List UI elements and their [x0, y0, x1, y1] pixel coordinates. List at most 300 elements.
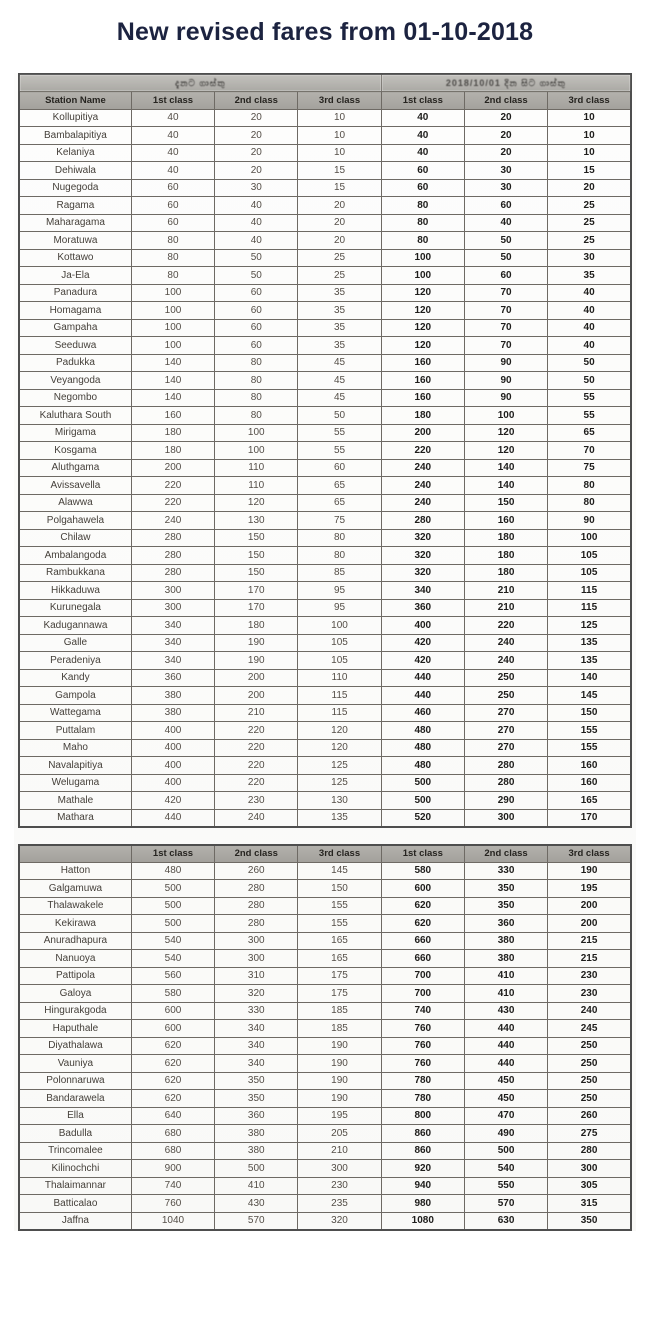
old-fare-cell: 150	[298, 880, 381, 898]
new-fare-cell: 430	[464, 1002, 547, 1020]
old-fare-cell: 540	[131, 950, 214, 968]
old-fare-cell: 380	[131, 704, 214, 722]
new-fare-cell: 150	[548, 704, 631, 722]
new-fare-cell: 270	[464, 704, 547, 722]
table-row	[19, 179, 631, 197]
new-fares-group-header: 2018/10/01 දින සිට ගාස්තු	[381, 74, 631, 92]
new-fare-cell: 120	[464, 424, 547, 442]
old-fare-cell: 240	[131, 512, 214, 530]
old-fare-cell: 480	[131, 862, 214, 880]
old-fare-cell: 570	[215, 1212, 298, 1230]
station-cell: Nanuoya	[19, 950, 131, 968]
old-fare-cell: 10	[298, 144, 381, 162]
new-fare-cell: 210	[464, 582, 547, 600]
station-cell: Padukka	[19, 354, 131, 372]
old-fare-cell: 280	[131, 529, 214, 547]
old-fare-cell: 80	[131, 232, 214, 250]
new-fare-cell: 240	[381, 494, 464, 512]
old-fare-cell: 600	[131, 1002, 214, 1020]
old-fare-cell: 640	[131, 1107, 214, 1125]
new-fare-cell: 40	[381, 109, 464, 127]
station-cell: Badulla	[19, 1125, 131, 1143]
station-cell: Hingurakgoda	[19, 1002, 131, 1020]
station-cell: Kottawo	[19, 249, 131, 267]
old-fare-cell: 50	[215, 249, 298, 267]
table-row	[19, 967, 631, 985]
new-fare-cell: 100	[381, 267, 464, 285]
old-fare-cell: 230	[298, 1177, 381, 1195]
new-fare-cell: 30	[464, 162, 547, 180]
new-fare-cell: 200	[381, 424, 464, 442]
new-fare-cell: 140	[464, 459, 547, 477]
new-fare-cell: 60	[464, 197, 547, 215]
new-fare-cell: 280	[464, 757, 547, 775]
new-fare-cell: 700	[381, 985, 464, 1003]
new-fare-cell: 470	[464, 1107, 547, 1125]
new-fare-cell: 50	[464, 232, 547, 250]
old-fare-cell: 55	[298, 424, 381, 442]
old-fare-cell: 900	[131, 1160, 214, 1178]
old-fare-cell: 45	[298, 389, 381, 407]
old-fare-cell: 100	[131, 284, 214, 302]
old-fare-cell: 140	[131, 372, 214, 390]
new-fare-cell: 40	[381, 144, 464, 162]
old-fare-cell: 500	[131, 897, 214, 915]
new-fare-cell: 350	[464, 880, 547, 898]
old-fare-cell: 220	[131, 494, 214, 512]
new-fare-cell: 60	[381, 162, 464, 180]
old-fare-cell: 220	[215, 739, 298, 757]
new-fare-cell: 380	[464, 932, 547, 950]
station-cell: Diyathalawa	[19, 1037, 131, 1055]
old-fare-cell: 120	[298, 722, 381, 740]
old-fare-cell: 20	[298, 232, 381, 250]
table-row	[19, 197, 631, 215]
new-fare-cell: 440	[381, 669, 464, 687]
station-cell: Hatton	[19, 862, 131, 880]
old-fare-cell: 100	[215, 442, 298, 460]
station-cell: Rambukkana	[19, 564, 131, 582]
new-fare-cell: 860	[381, 1142, 464, 1160]
old-fare-cell: 75	[298, 512, 381, 530]
new-fare-cell: 80	[381, 214, 464, 232]
new-fare-cell: 250	[548, 1037, 631, 1055]
old-fare-cell: 190	[298, 1072, 381, 1090]
old-fare-cell: 60	[215, 319, 298, 337]
table-row	[19, 582, 631, 600]
new-fare-cell: 80	[548, 477, 631, 495]
new-fare-cell: 700	[381, 967, 464, 985]
old-fare-cell: 80	[215, 389, 298, 407]
table-row	[19, 407, 631, 425]
station-cell: Seeduwa	[19, 337, 131, 355]
table-row	[19, 302, 631, 320]
old-fare-cell: 50	[215, 267, 298, 285]
old-fare-cell: 175	[298, 967, 381, 985]
old-fare-cell: 380	[215, 1142, 298, 1160]
new-fare-cell: 70	[464, 337, 547, 355]
old-fare-cell: 210	[215, 704, 298, 722]
new-fare-cell: 245	[548, 1020, 631, 1038]
table-row	[19, 1125, 631, 1143]
old-fare-cell: 560	[131, 967, 214, 985]
new-fare-cell: 90	[548, 512, 631, 530]
old-fare-cell: 115	[298, 687, 381, 705]
new-fare-cell: 480	[381, 722, 464, 740]
new-fare-cell: 100	[381, 249, 464, 267]
old-fare-cell: 165	[298, 932, 381, 950]
old-fare-cell: 420	[131, 792, 214, 810]
page-title: New revised fares from 01-10-2018	[116, 18, 534, 46]
old-fare-cell: 25	[298, 267, 381, 285]
new-fare-cell: 150	[464, 494, 547, 512]
table-row	[19, 1107, 631, 1125]
table-row	[19, 1055, 631, 1073]
new-fare-cell: 280	[464, 774, 547, 792]
new-fare-cell: 320	[381, 564, 464, 582]
table-row	[19, 897, 631, 915]
station-cell: Galgamuwa	[19, 880, 131, 898]
fare-table-main	[18, 73, 632, 828]
table-row	[19, 109, 631, 127]
old-fare-cell: 400	[131, 722, 214, 740]
old-fare-cell: 45	[298, 372, 381, 390]
station-cell: Avissavella	[19, 477, 131, 495]
table-row	[19, 372, 631, 390]
new-fare-cell: 35	[548, 267, 631, 285]
column-header-old-3rd-class: 3rd class	[298, 92, 381, 110]
table-row	[19, 564, 631, 582]
old-fare-cell: 20	[215, 127, 298, 145]
column-header-old-3rd-class: 3rd class	[298, 845, 381, 863]
old-fare-cell: 60	[131, 197, 214, 215]
old-fare-cell: 40	[215, 197, 298, 215]
new-fare-cell: 250	[548, 1055, 631, 1073]
table-row	[19, 249, 631, 267]
station-cell: Hikkaduwa	[19, 582, 131, 600]
new-fare-cell: 340	[381, 582, 464, 600]
new-fare-cell: 180	[464, 547, 547, 565]
old-fare-cell: 40	[131, 162, 214, 180]
old-fare-cell: 20	[298, 197, 381, 215]
new-fare-cell: 210	[464, 599, 547, 617]
new-fare-cell: 90	[464, 372, 547, 390]
station-cell: Kekirawa	[19, 915, 131, 933]
table-row	[19, 424, 631, 442]
new-fare-cell: 105	[548, 547, 631, 565]
old-fare-cell: 20	[298, 214, 381, 232]
old-fare-cell: 200	[215, 687, 298, 705]
new-fare-cell: 440	[464, 1055, 547, 1073]
table-row	[19, 617, 631, 635]
old-fare-cell: 205	[298, 1125, 381, 1143]
old-fare-cell: 120	[298, 739, 381, 757]
new-fare-cell: 20	[464, 127, 547, 145]
new-fare-cell: 780	[381, 1072, 464, 1090]
old-fare-cell: 340	[131, 617, 214, 635]
new-fare-cell: 60	[381, 179, 464, 197]
new-fare-cell: 620	[381, 897, 464, 915]
table-row	[19, 739, 631, 757]
new-fare-cell: 230	[548, 985, 631, 1003]
new-fare-cell: 160	[381, 389, 464, 407]
new-fare-cell: 540	[464, 1160, 547, 1178]
old-fare-cell: 125	[298, 757, 381, 775]
table-row	[19, 915, 631, 933]
table-row	[19, 459, 631, 477]
station-cell: Haputhale	[19, 1020, 131, 1038]
new-fare-cell: 440	[464, 1020, 547, 1038]
table-row	[19, 774, 631, 792]
old-fare-cell: 430	[215, 1195, 298, 1213]
table-row	[19, 232, 631, 250]
station-cell: Gampola	[19, 687, 131, 705]
new-fare-cell: 100	[548, 529, 631, 547]
new-fare-cell: 420	[381, 652, 464, 670]
table-row	[19, 1160, 631, 1178]
station-cell: Galoya	[19, 985, 131, 1003]
new-fare-cell: 220	[381, 442, 464, 460]
new-fare-cell: 920	[381, 1160, 464, 1178]
new-fare-cell: 230	[548, 967, 631, 985]
current-fares-group-header: දැනට ගාස්තු	[19, 74, 381, 92]
table-row	[19, 757, 631, 775]
fare-table-continued	[18, 844, 632, 1231]
station-cell: Mathara	[19, 809, 131, 827]
table-row	[19, 722, 631, 740]
column-header-row	[19, 92, 631, 110]
old-fare-cell: 140	[131, 354, 214, 372]
old-fare-cell: 140	[131, 389, 214, 407]
table-row	[19, 634, 631, 652]
station-cell: Jaffna	[19, 1212, 131, 1230]
old-fare-cell: 280	[131, 564, 214, 582]
station-cell: Moratuwa	[19, 232, 131, 250]
old-fare-cell: 35	[298, 337, 381, 355]
old-fare-cell: 95	[298, 582, 381, 600]
old-fare-cell: 60	[215, 337, 298, 355]
new-fare-cell: 760	[381, 1055, 464, 1073]
old-fare-cell: 35	[298, 319, 381, 337]
old-fare-cell: 440	[131, 809, 214, 827]
old-fare-cell: 65	[298, 494, 381, 512]
old-fare-cell: 145	[298, 862, 381, 880]
old-fare-cell: 320	[215, 985, 298, 1003]
old-fare-cell: 60	[215, 284, 298, 302]
new-fare-cell: 15	[548, 162, 631, 180]
station-cell: Polonnaruwa	[19, 1072, 131, 1090]
old-fare-cell: 65	[298, 477, 381, 495]
old-fare-cell: 300	[131, 599, 214, 617]
table-row	[19, 1195, 631, 1213]
table-row	[19, 547, 631, 565]
group-header-row	[19, 74, 631, 92]
old-fare-cell: 175	[298, 985, 381, 1003]
new-fare-cell: 980	[381, 1195, 464, 1213]
column-header-row	[19, 845, 631, 863]
old-fare-cell: 80	[215, 354, 298, 372]
station-cell: Gampaha	[19, 319, 131, 337]
old-fare-cell: 240	[215, 809, 298, 827]
old-fare-cell: 300	[215, 932, 298, 950]
old-fare-cell: 220	[131, 477, 214, 495]
old-fare-cell: 130	[215, 512, 298, 530]
old-fare-cell: 185	[298, 1020, 381, 1038]
station-cell: Maho	[19, 739, 131, 757]
new-fare-cell: 120	[464, 442, 547, 460]
old-fare-cell: 400	[131, 774, 214, 792]
new-fare-cell: 120	[381, 284, 464, 302]
new-fare-cell: 275	[548, 1125, 631, 1143]
old-fare-cell: 80	[215, 372, 298, 390]
new-fare-cell: 320	[381, 529, 464, 547]
new-fare-cell: 500	[381, 774, 464, 792]
table-row	[19, 1037, 631, 1055]
old-fare-cell: 80	[131, 249, 214, 267]
new-fare-cell: 250	[464, 687, 547, 705]
table-row	[19, 529, 631, 547]
old-fare-cell: 100	[131, 337, 214, 355]
new-fare-cell: 450	[464, 1072, 547, 1090]
old-fare-cell: 180	[131, 442, 214, 460]
new-fare-cell: 30	[548, 249, 631, 267]
old-fare-cell: 40	[215, 232, 298, 250]
old-fare-cell: 15	[298, 179, 381, 197]
old-fare-cell: 360	[215, 1107, 298, 1125]
new-fare-cell: 25	[548, 232, 631, 250]
new-fare-cell: 40	[548, 337, 631, 355]
old-fare-cell: 540	[131, 932, 214, 950]
new-fare-cell: 70	[464, 302, 547, 320]
new-fare-cell: 20	[464, 144, 547, 162]
old-fare-cell: 310	[215, 967, 298, 985]
new-fare-cell: 155	[548, 722, 631, 740]
new-fare-cell: 760	[381, 1037, 464, 1055]
station-cell: Anuradhapura	[19, 932, 131, 950]
station-cell: Mathale	[19, 792, 131, 810]
new-fare-cell: 160	[464, 512, 547, 530]
new-fare-cell: 65	[548, 424, 631, 442]
new-fare-cell: 240	[381, 477, 464, 495]
column-header-old-1st-class: 1st class	[131, 845, 214, 863]
old-fare-cell: 150	[215, 564, 298, 582]
new-fare-cell: 305	[548, 1177, 631, 1195]
table-row	[19, 442, 631, 460]
old-fare-cell: 1040	[131, 1212, 214, 1230]
new-fare-cell: 90	[464, 389, 547, 407]
old-fare-cell: 190	[298, 1037, 381, 1055]
column-header-station-name: Station Name	[19, 92, 131, 110]
old-fare-cell: 60	[298, 459, 381, 477]
new-fare-cell: 360	[464, 915, 547, 933]
new-fare-cell: 190	[548, 862, 631, 880]
station-cell: Negombo	[19, 389, 131, 407]
new-fare-cell: 105	[548, 564, 631, 582]
station-cell: Polgahawela	[19, 512, 131, 530]
new-fare-cell: 240	[464, 634, 547, 652]
column-header-new-3rd-class: 3rd class	[548, 92, 631, 110]
new-fare-cell: 20	[548, 179, 631, 197]
table-row	[19, 862, 631, 880]
station-cell: Ella	[19, 1107, 131, 1125]
new-fare-cell: 75	[548, 459, 631, 477]
table-row	[19, 669, 631, 687]
old-fare-cell: 280	[215, 897, 298, 915]
old-fare-cell: 500	[131, 880, 214, 898]
old-fare-cell: 20	[215, 144, 298, 162]
old-fare-cell: 60	[131, 179, 214, 197]
new-fare-cell: 760	[381, 1020, 464, 1038]
table-row	[19, 1090, 631, 1108]
new-fare-cell: 490	[464, 1125, 547, 1143]
new-fare-cell: 155	[548, 739, 631, 757]
new-fare-cell: 940	[381, 1177, 464, 1195]
new-fare-cell: 350	[464, 897, 547, 915]
new-fare-cell: 780	[381, 1090, 464, 1108]
old-fare-cell: 340	[215, 1020, 298, 1038]
new-fare-cell: 260	[548, 1107, 631, 1125]
old-fare-cell: 30	[215, 179, 298, 197]
new-fare-cell: 660	[381, 950, 464, 968]
old-fare-cell: 230	[215, 792, 298, 810]
table-row	[19, 985, 631, 1003]
new-fare-cell: 60	[464, 267, 547, 285]
new-fare-cell: 330	[464, 862, 547, 880]
new-fare-cell: 30	[464, 179, 547, 197]
new-fare-cell: 660	[381, 932, 464, 950]
new-fare-cell: 740	[381, 1002, 464, 1020]
old-fare-cell: 380	[131, 687, 214, 705]
old-fare-cell: 410	[215, 1177, 298, 1195]
new-fare-cell: 400	[381, 617, 464, 635]
station-cell: Thalawakele	[19, 897, 131, 915]
old-fare-cell: 340	[131, 652, 214, 670]
new-fare-cell: 20	[464, 109, 547, 127]
old-fare-cell: 350	[215, 1072, 298, 1090]
old-fare-cell: 680	[131, 1142, 214, 1160]
station-cell: Veyangoda	[19, 372, 131, 390]
old-fare-cell: 20	[215, 109, 298, 127]
old-fare-cell: 760	[131, 1195, 214, 1213]
table-row	[19, 704, 631, 722]
old-fare-cell: 300	[215, 950, 298, 968]
station-cell: Ja-Ela	[19, 267, 131, 285]
new-fare-cell: 180	[381, 407, 464, 425]
old-fare-cell: 120	[215, 494, 298, 512]
new-fare-cell: 160	[381, 372, 464, 390]
old-fare-cell: 620	[131, 1055, 214, 1073]
new-fare-cell: 195	[548, 880, 631, 898]
new-fare-cell: 160	[548, 757, 631, 775]
new-fare-cell: 315	[548, 1195, 631, 1213]
station-cell: Welugama	[19, 774, 131, 792]
old-fare-cell: 220	[215, 774, 298, 792]
station-cell: Vauniya	[19, 1055, 131, 1073]
old-fare-cell: 185	[298, 1002, 381, 1020]
old-fare-cell: 165	[298, 950, 381, 968]
new-fare-cell: 240	[381, 459, 464, 477]
column-header-new-2nd-class: 2nd class	[464, 845, 547, 863]
old-fare-cell: 15	[298, 162, 381, 180]
new-fare-cell: 860	[381, 1125, 464, 1143]
old-fare-cell: 220	[215, 722, 298, 740]
old-fare-cell: 40	[215, 214, 298, 232]
old-fare-cell: 280	[215, 915, 298, 933]
new-fare-cell: 800	[381, 1107, 464, 1125]
old-fare-cell: 190	[298, 1055, 381, 1073]
table-row	[19, 389, 631, 407]
station-cell: Nugegoda	[19, 179, 131, 197]
